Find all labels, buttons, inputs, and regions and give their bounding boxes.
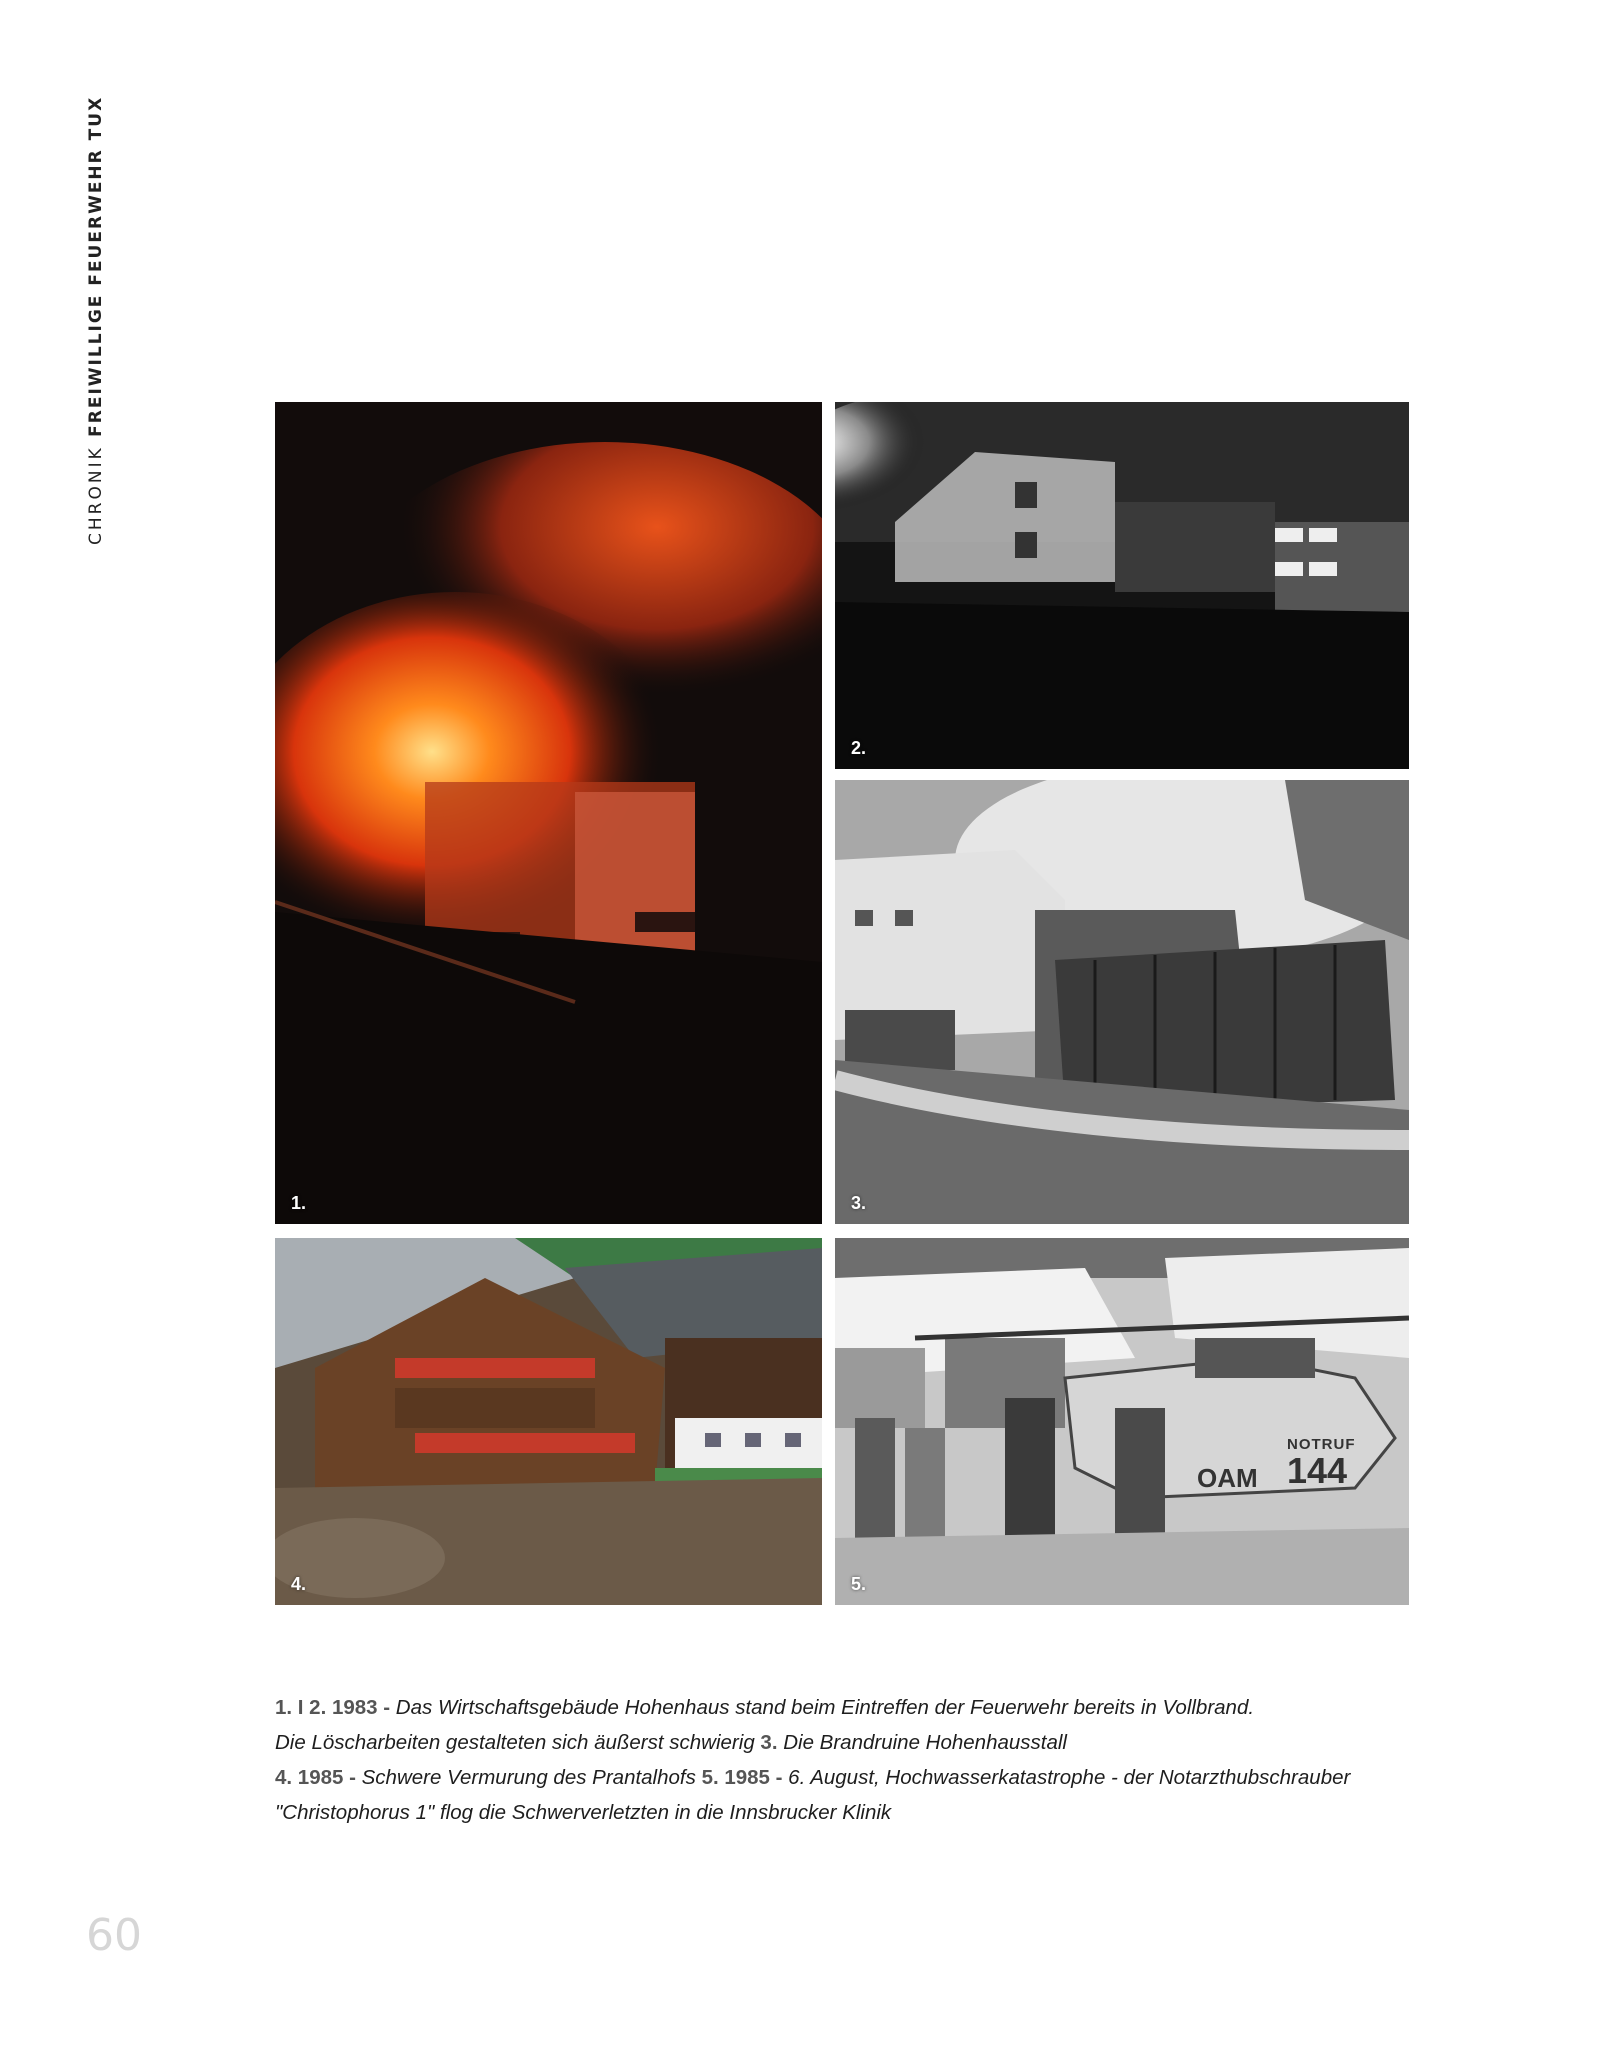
caption-label: 1. I 2. 1983 - — [275, 1696, 391, 1719]
photo-2-image — [835, 402, 1409, 769]
caption-label: 5. 1985 - — [701, 1766, 783, 1789]
caption-label: 3. — [760, 1731, 778, 1754]
photo-2-night-fire-bw — [835, 402, 1409, 769]
photo-5-number: 5. — [851, 1574, 867, 1594]
photo-4-number: 4. — [291, 1574, 307, 1594]
photo-4-image — [275, 1238, 822, 1605]
caption-text: "Christophorus 1" flog die Schwerverletzten in die Innsbrucker Klinik — [275, 1801, 892, 1824]
photo-5-tail-label: OAM — [1197, 1463, 1258, 1493]
photo-5-144-label: 144 — [1287, 1450, 1348, 1491]
caption-line-2 — [275, 1725, 1410, 1760]
caption-line-3 — [275, 1760, 1410, 1795]
photo-4-farmhouse-mudslide — [275, 1238, 822, 1605]
photo-caption — [275, 1690, 1410, 1830]
caption-line-4 — [275, 1795, 1410, 1830]
caption-text: Das Wirtschaftsgebäude Hohenhaus stand beim Eintreffen der Feuerwehr bereits in Vollbrand. — [390, 1696, 1255, 1719]
photo-2-number: 2. — [851, 738, 867, 758]
running-header — [86, 96, 106, 545]
caption-label: 4. 1985 - — [275, 1766, 356, 1789]
photo-1-number: 1. — [291, 1193, 307, 1213]
photo-5-rescue-helicopter — [835, 1238, 1409, 1605]
caption-text: Die Brandruine Hohenhausstall — [777, 1731, 1067, 1754]
photo-1-image — [275, 402, 822, 1224]
caption-text: Die Löscharbeiten gestalteten sich äußerst schwierig — [275, 1731, 761, 1754]
photo-3-image — [835, 780, 1409, 1224]
photo-5-image — [835, 1238, 1409, 1605]
running-header-light: CHRONIK — [86, 445, 106, 545]
running-header-bold: FREIWILLIGE FEUERWEHR TUX — [86, 95, 106, 437]
photo-1-barn-fire — [275, 402, 822, 1224]
photo-3-number: 3. — [851, 1193, 867, 1213]
photo-5-notruf-label: NOTRUF — [1287, 1436, 1356, 1453]
caption-text: 6. August, Hochwasserkatastrophe - der Notarzthubschrauber — [782, 1766, 1351, 1789]
page-number: 60 — [86, 1910, 142, 1961]
caption-text: Schwere Vermurung des Prantalhofs — [355, 1766, 702, 1789]
photo-3-barn-ruin — [835, 780, 1409, 1224]
caption-line-1 — [275, 1690, 1410, 1725]
